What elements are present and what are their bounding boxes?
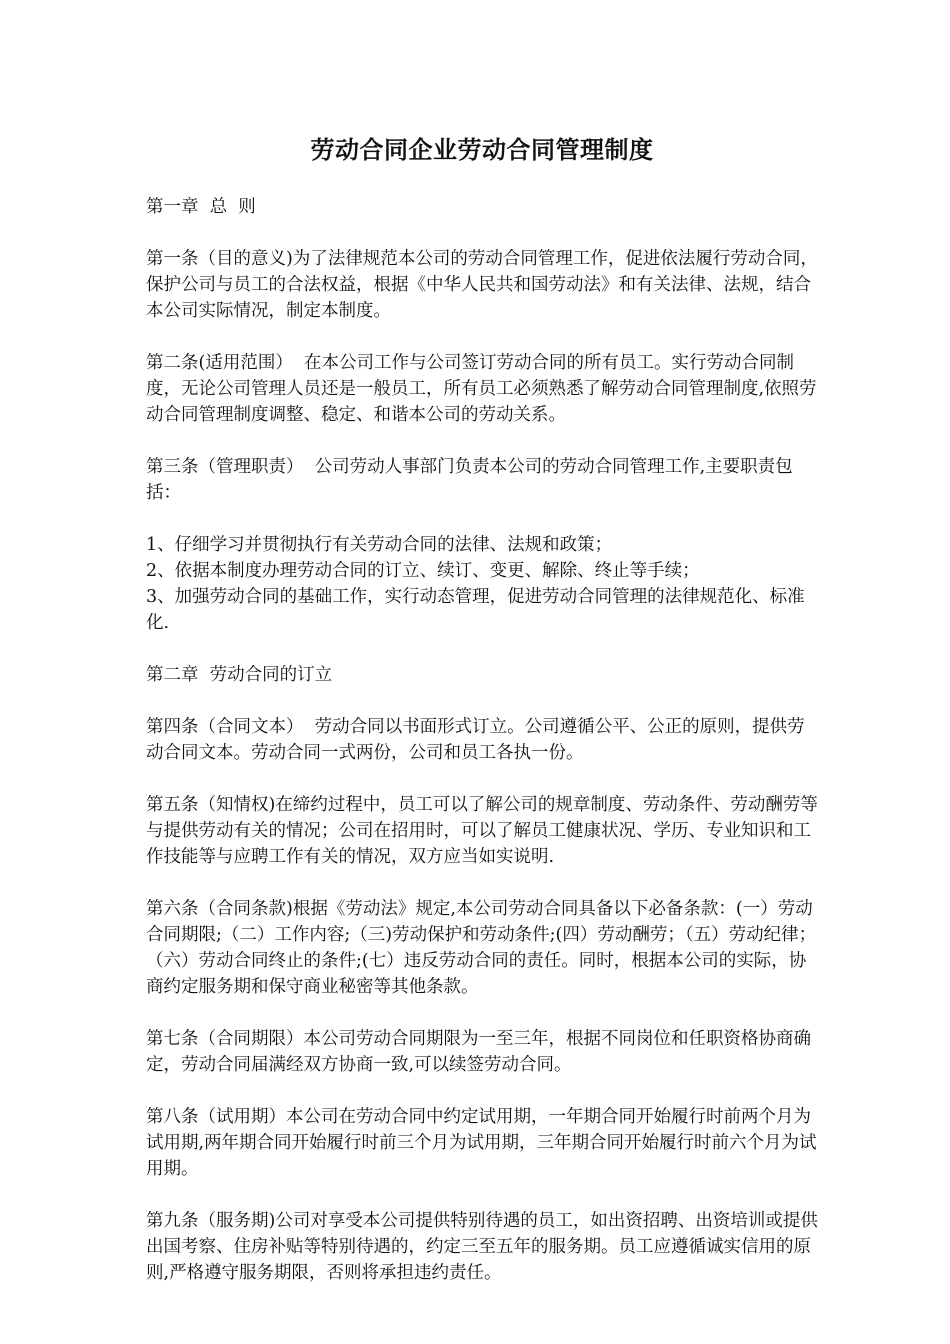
duty-item-2: 2、依据本制度办理劳动合同的订立、续订、变更、解除、终止等手续； — [146, 561, 700, 581]
article-1: 第一条（目的意义)为了法律规范本公司的劳动合同管理工作，促进依法履行劳动合同，保护公司与员工的合法权益，根据《中华人民共和国劳动法》和有关法律、法规，结合本公司实际情况，制定本制度。 — [146, 249, 818, 321]
article-7: 第七条（合同期限）本公司劳动合同期限为一至三年，根据不同岗位和任职资格协商确定，劳动合同届满经双方协商一致,可以续签劳动合同。 — [146, 1029, 811, 1075]
article-6: 第六条（合同条款)根据《劳动法》规定,本公司劳动合同具备以下必备条款：(一）劳动合同期限;（二）工作内容;（三)劳动保护和劳动条件;(四）劳动酬劳；（五）劳动纪律；（六）劳动合同终止的条件;(七）违反劳动合同的责任。同时，根据本公司的实际，协商约定服务期和保守商业秘密等其他条款。 — [146, 899, 817, 997]
document-page — [146, 132, 818, 1312]
duty-item-1: 1、仔细学习并贯彻执行有关劳动合同的法律、法规和政策； — [146, 535, 613, 555]
duty-item-3: 3、加强劳动合同的基础工作，实行动态管理，促进劳动合同管理的法律规范化、标准化. — [146, 587, 805, 633]
article-9: 第九条（服务期)公司对享受本公司提供特别待遇的员工，如出资招聘、出资培训或提供出国考察、住房补贴等特别待遇的，约定三至五年的服务期。员工应遵循诚实信用的原则,严格遵守服务期限，否则将承担违约责任。 — [146, 1211, 818, 1283]
chapter-heading-1: 第一章 总 则 — [146, 197, 256, 217]
article-8: 第八条（试用期）本公司在劳动合同中约定试用期，一年期合同开始履行时前两个月为试用期,两年期合同开始履行时前三个月为试用期，三年期合同开始履行时前六个月为试用期。 — [146, 1107, 817, 1179]
document-title: 劳动合同企业劳动合同管理制度 — [310, 135, 654, 164]
article-4: 第四条（合同文本） 劳动合同以书面形式订立。公司遵循公平、公正的原则，提供劳动合同文本。劳动合同一式两份，公司和员工各执一份。 — [146, 717, 805, 763]
article-2: 第二条(适用范围） 在本公司工作与公司签订劳动合同的所有员工。实行劳动合同制度，无论公司管理人员还是一般员工，所有员工必须熟悉了解劳动合同管理制度,依照劳动合同管理制度调整、稳定、和谐本公司的劳动关系。 — [146, 353, 817, 425]
article-5: 第五条（知情权)在缔约过程中，员工可以了解公司的规章制度、劳动条件、劳动酬劳等与提供劳动有关的情况；公司在招用时，可以了解员工健康状况、学历、专业知识和工作技能等与应聘工作有关的情况，双方应当如实说明. — [146, 795, 818, 867]
chapter-heading-2: 第二章 劳动合同的订立 — [146, 665, 333, 685]
article-3: 第三条（管理职责） 公司劳动人事部门负责本公司的劳动合同管理工作,主要职责包括： — [146, 457, 793, 503]
